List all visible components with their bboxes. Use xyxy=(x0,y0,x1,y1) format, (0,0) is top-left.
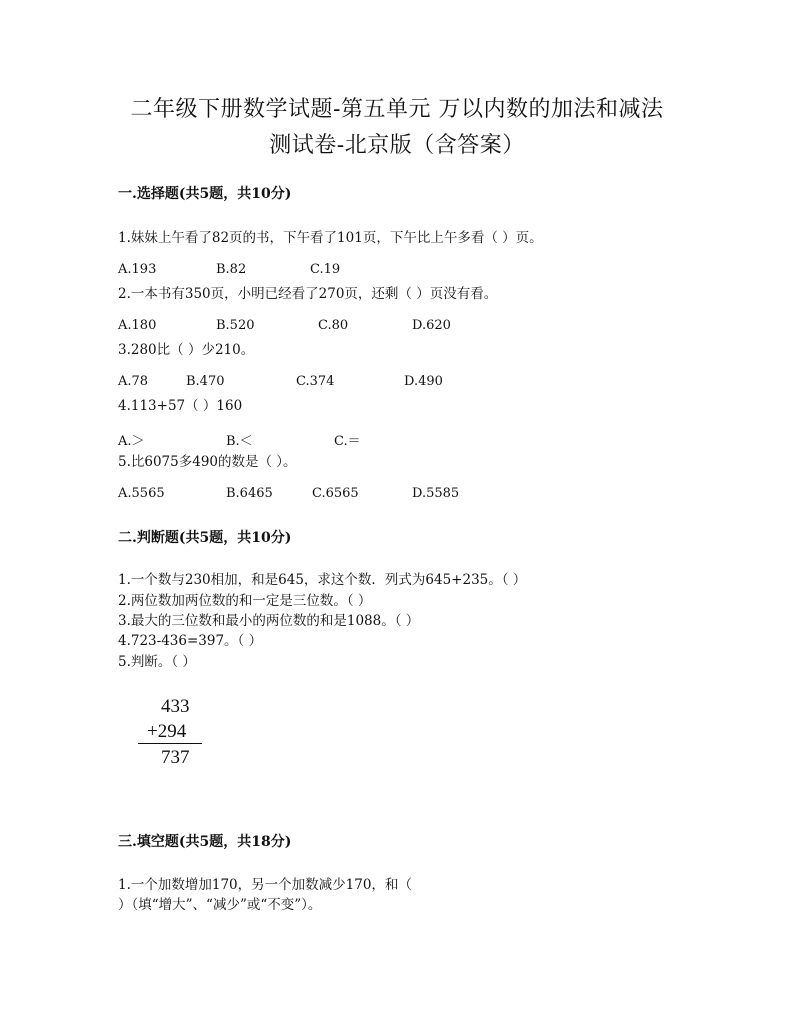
vertical-calc-addend-2: +294 xyxy=(147,721,187,742)
choice-q4-option-a: A.＞ xyxy=(118,434,145,449)
choice-q2-option-c: C.80 xyxy=(318,318,349,333)
choice-q2-option-a: A.180 xyxy=(118,318,157,333)
section-heading-fill: 三.填空题(共5题，共18分) xyxy=(118,834,292,850)
judge-question-1: 1.一个数与230相加，和是645，求这个数．列式为645+235。（ ） xyxy=(118,572,527,588)
choice-q2-option-b: B.520 xyxy=(216,318,255,333)
choice-q3-option-c: C.374 xyxy=(296,374,335,389)
judge-question-4: 4.723-436=397。（ ） xyxy=(118,633,263,649)
vertical-calc-rule xyxy=(138,743,202,744)
choice-question-2: 2.一本书有350页，小明已经看了270页，还剩（ ）页没有看。 xyxy=(118,286,498,302)
judge-question-3: 3.最大的三位数和最小的两位数的和是1088。（ ） xyxy=(118,613,420,629)
choice-q3-option-b: B.470 xyxy=(186,374,225,389)
vertical-calc-result: 737 xyxy=(161,747,190,768)
choice-question-3: 3.280比（ ）少210。 xyxy=(118,342,255,358)
choice-q1-option-a: A.193 xyxy=(118,262,157,277)
judge-question-2: 2.两位数加两位数的和一定是三位数。（ ） xyxy=(118,593,372,609)
choice-q1-option-b: B.82 xyxy=(216,262,247,277)
choice-question-4: 4.113+57（ ）160 xyxy=(118,398,243,414)
choice-q4-option-c: C.＝ xyxy=(334,434,361,449)
page-title-line1: 二年级下册数学试题-第五单元 万以内数的加法和减法 xyxy=(130,97,664,122)
vertical-calc-addend-1: 433 xyxy=(161,696,190,717)
choice-q5-option-b: B.6465 xyxy=(226,486,273,501)
judge-question-5: 5.判断。（ ） xyxy=(118,654,196,670)
choice-q4-option-b: B.＜ xyxy=(226,434,253,449)
choice-q5-option-c: C.6565 xyxy=(312,486,359,501)
fill-question-1-line2: ）（填“增大”、“减少”或“不变”）。 xyxy=(118,897,322,913)
choice-q5-option-a: A.5565 xyxy=(118,486,165,501)
section-heading-choice: 一.选择题(共5题，共10分) xyxy=(118,186,292,202)
choice-q2-option-d: D.620 xyxy=(412,318,451,333)
fill-question-1-line1: 1.一个加数增加170，另一个加数减少170，和（ xyxy=(118,877,412,893)
choice-q3-option-d: D.490 xyxy=(404,374,443,389)
choice-q1-option-c: C.19 xyxy=(310,262,341,277)
choice-question-5: 5.比6075多490的数是（ ）。 xyxy=(118,454,297,470)
page-title-line2: 测试卷-北京版（含答案） xyxy=(269,133,525,158)
section-heading-judge: 二.判断题(共5题，共10分) xyxy=(118,530,292,546)
choice-q5-option-d: D.5585 xyxy=(412,486,460,501)
choice-question-1: 1.妹妹上午看了82页的书，下午看了101页，下午比上午多看（ ）页。 xyxy=(118,230,543,246)
choice-q3-option-a: A.78 xyxy=(118,374,149,389)
